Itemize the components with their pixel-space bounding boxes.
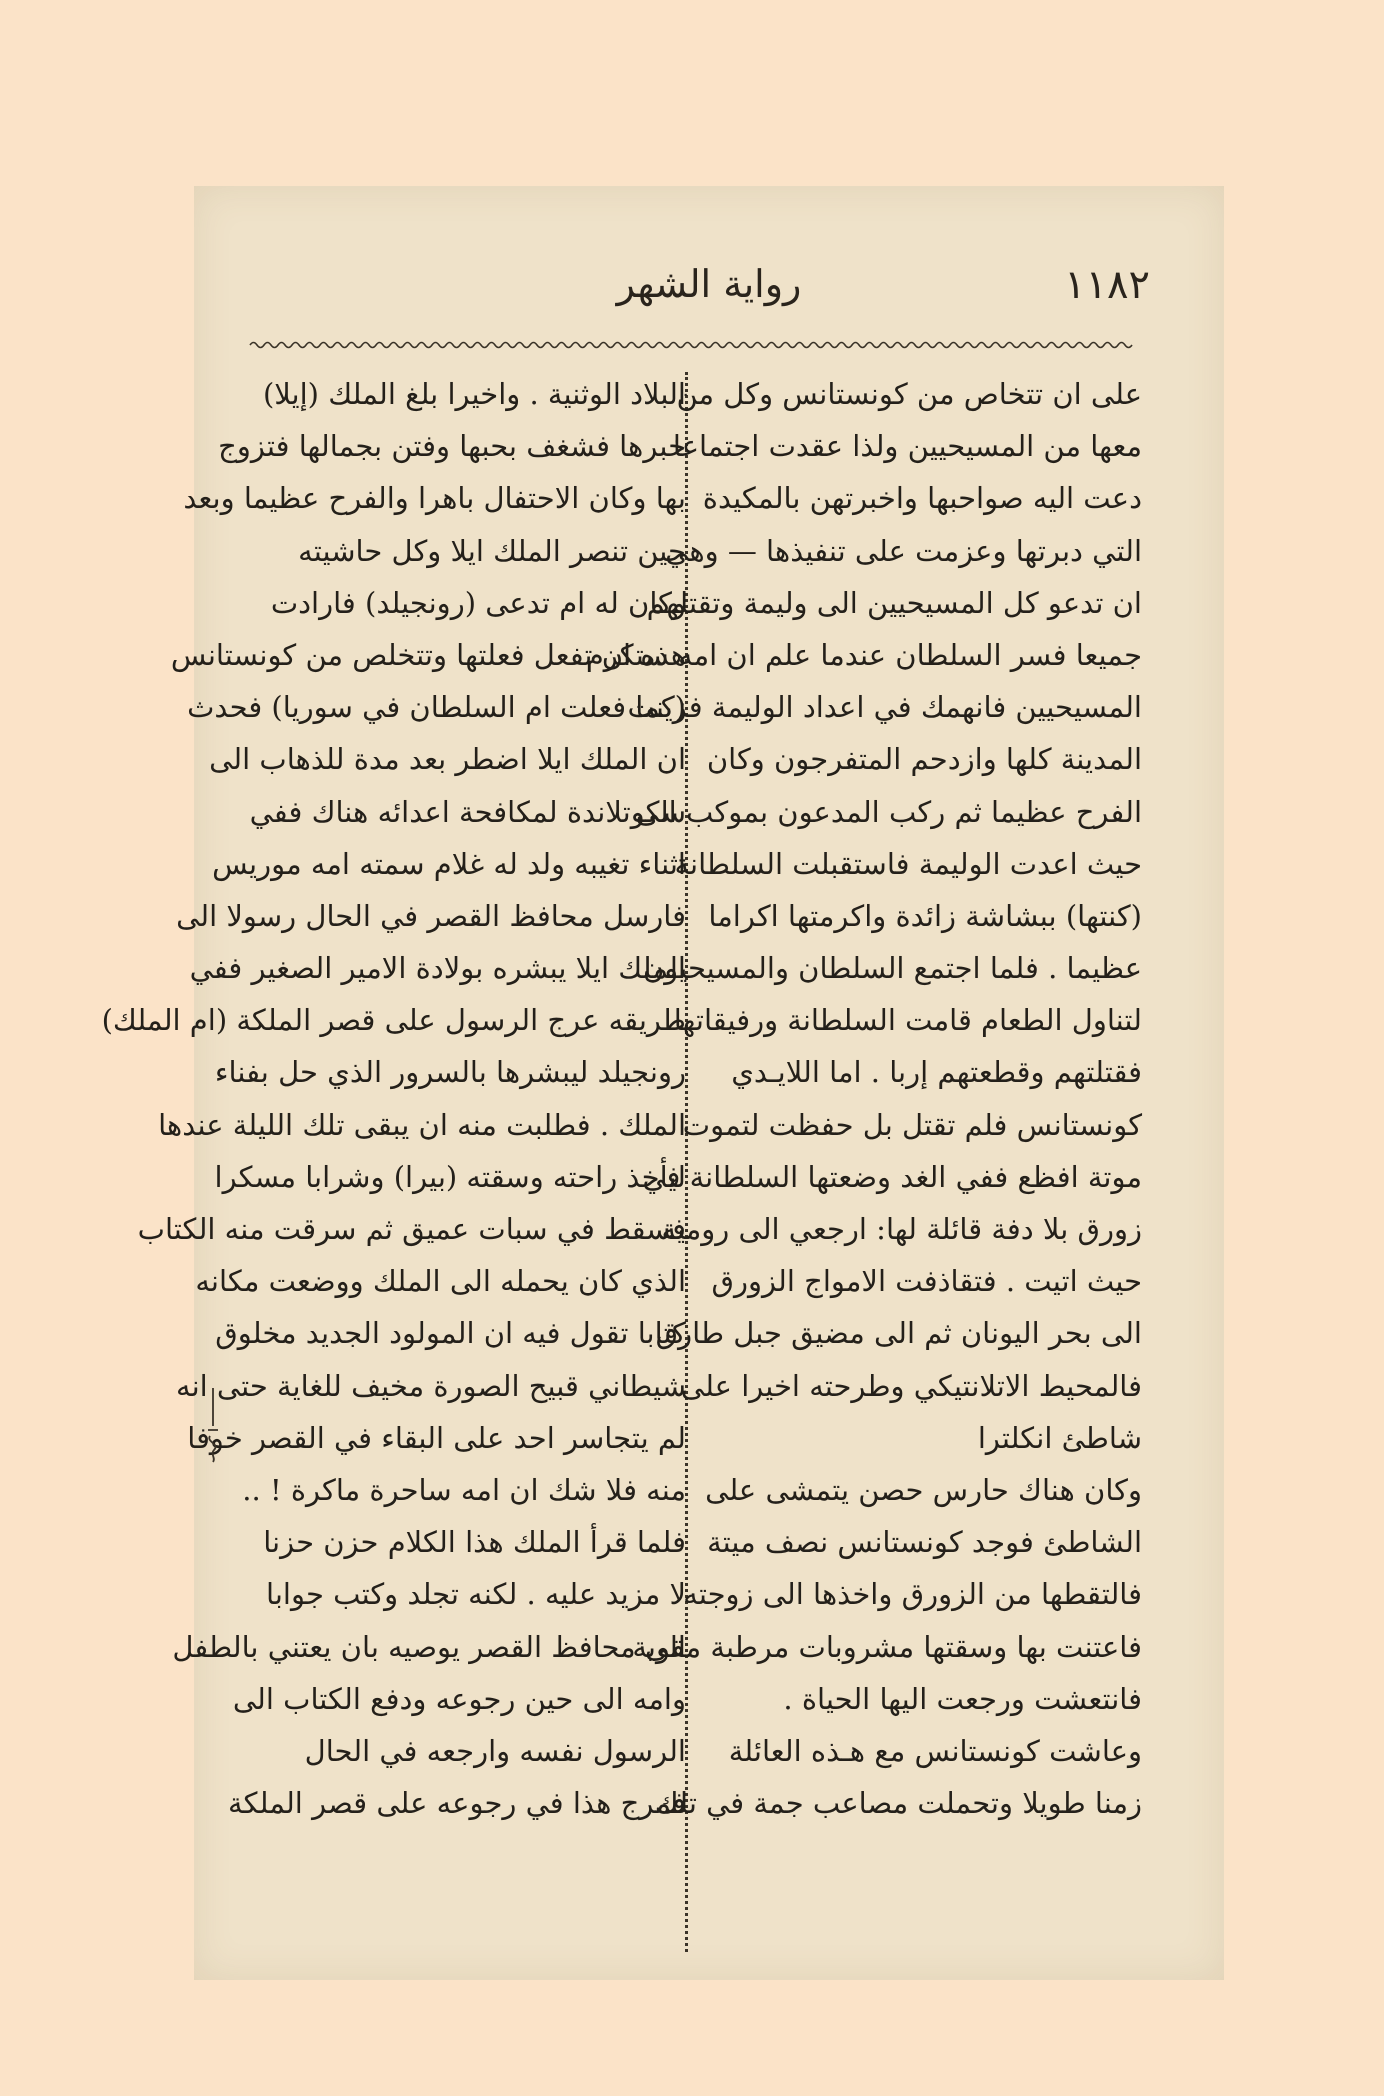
text-line: المدينة كلها وازدحم المتفرجون وكان <box>706 742 1142 777</box>
text-line: على ان تتخاص من كونستانس وكل من <box>676 377 1142 411</box>
text-line: بها وكان الاحتفال باهرا والفرح عظيما وبعد <box>183 481 686 516</box>
text-line: فالتقطها من الزورق واخذها الى زوجته <box>683 1577 1142 1612</box>
text-line: فسقط في سبات عميق ثم سرقت منه الكتاب <box>137 1212 686 1246</box>
text-line: موتة افظع ففي الغد وضعتها السلطانة في <box>642 1159 1142 1194</box>
text-line: هذه ان تفعل فعلتها وتتخلص من كونستانس <box>170 637 686 672</box>
text-line: (كنتها) ببشاشة زائدة واكرمتها اكراما <box>708 898 1142 933</box>
wavy-rule <box>250 338 1132 352</box>
text-line: سكوتلاندة لمكافحة اعدائه هناك ففي <box>249 794 686 829</box>
text-line: لتناول الطعام قامت السلطانة ورفيقاتها <box>673 1003 1142 1038</box>
text-line: وكان له ام تدعى (رونجيلد) فارادت <box>270 585 686 620</box>
text-line: ان تدعو كل المسيحيين الى وليمة وتقتلهم <box>646 585 1142 620</box>
text-line: (كما فعلت ام السلطان في سوريا) فحدث <box>187 690 686 725</box>
text-line: عظيما . فلما اجتمع السلطان والمسيحيون <box>642 951 1142 986</box>
page-header <box>194 262 1224 342</box>
text-line: زمنا طويلا وتحملت مصاعب جمة في تلك <box>654 1786 1142 1821</box>
text-line: التي دبرتها وعزمت على تنفيذها — وهي <box>665 533 1142 568</box>
text-line: حين تنصر الملك ايلا وكل حاشيته <box>298 533 686 568</box>
text-line: شيطاني قبيح الصورة مخيف للغاية حتى انه <box>176 1368 686 1403</box>
text-line: فارسل محافظ القصر في الحال رسولا الى <box>176 898 686 933</box>
left-column <box>101 368 686 1829</box>
text-line: الشاطئ فوجد كونستانس نصف ميتة <box>707 1525 1142 1560</box>
text-line: دعت اليه صواحبها واخبرتهن بالمكيدة <box>702 481 1142 516</box>
text-line: شاطئ انكلترا <box>977 1420 1142 1455</box>
text-line: وعاشت كونستانس مع هـذه العائلة <box>728 1733 1142 1768</box>
text-line: حيث اعدت الوليمة فاستقبلت السلطانة <box>674 846 1142 881</box>
text-line: الرسول نفسه وارجعه في الحال <box>304 1733 686 1768</box>
text-line: كونستانس فلم تقتل بل حفظت لتموت <box>682 1107 1142 1142</box>
text-line: لم يتجاسر احد على البقاء في القصر خوفا <box>187 1420 686 1455</box>
right-column <box>585 368 1142 1829</box>
text-line: جميعا فسر السلطان عندما علم ان امه ستكرم <box>585 637 1142 672</box>
text-line: فمرج هذا في رجوعه على قصر الملكة <box>228 1786 686 1821</box>
text-line: الملك ايلا يبشره بولادة الامير الصغير ففي <box>189 951 686 986</box>
text-line: المسيحيين فانهمك في اعداد الوليمة فزينت <box>627 690 1142 725</box>
text-line: الفرح عظيما ثم ركب المدعون بموكب الى <box>635 794 1142 829</box>
text-line: الى محافظ القصر يوصيه بان يعتني بالطفل <box>172 1629 686 1664</box>
text-line: فالمحيط الاتلانتيكي وطرحته اخيرا على <box>680 1368 1142 1403</box>
text-line: لا مزيد عليه . لكنه تجلد وكتب جوابا <box>266 1577 686 1612</box>
margin-scribble-icon <box>204 1386 222 1464</box>
text-line: فاعتنت بها وسقتها مشروبات مرطبة مقوية <box>632 1629 1142 1664</box>
text-line: البلاد الوثنية . واخيرا بلغ الملك (إيلا) <box>262 377 686 411</box>
text-line: الذي كان يحمله الى الملك ووضعت مكانه <box>195 1264 686 1299</box>
text-line: فقتلتهم وقطعتهم إربا . اما اللايـدي <box>731 1055 1142 1090</box>
text-line: كتابا تقول فيه ان المولود الجديد مخلوق <box>215 1316 686 1351</box>
text-line: الى بحر اليونان ثم الى مضيق جبل طارق <box>655 1316 1142 1351</box>
text-line: طريقه عرج الرسول على قصر الملكة (ام الملك) <box>101 1003 686 1038</box>
page-number: ١١٨٢ <box>1064 262 1150 308</box>
text-line: الملك . فطلبت منه ان يبقى تلك الليلة عندها <box>158 1107 686 1142</box>
text-line: زورق بلا دفة قائلة لها: ارجعي الى رومية <box>661 1212 1142 1246</box>
text-line: وامه الى حين رجوعه ودفع الكتاب الى <box>232 1681 686 1716</box>
text-line: خبرها فشغف بحبها وفتن بجمالها فتزوج <box>218 429 686 464</box>
text-line: وكان هناك حارس حصن يتمشى على <box>705 1472 1142 1507</box>
text-line: رونجيلد ليبشرها بالسرور الذي حل بفناء <box>214 1055 686 1090</box>
text-line: فلما قرأ الملك هذا الكلام حزن حزنا <box>263 1525 686 1560</box>
text-line: فانتعشت ورجعت اليها الحياة . <box>783 1681 1142 1716</box>
text-line: ليأخذ راحته وسقته (بيرا) وشرابا مسكرا <box>214 1159 686 1194</box>
text-line: منه فلا شك ان امه ساحرة ماكرة ! .. <box>242 1472 686 1507</box>
text-line: معها من المسيحيين ولذا عقدت اجتماعا <box>672 429 1142 464</box>
text-line: حيث اتيت . فتقاذفت الامواج الزورق <box>711 1264 1142 1299</box>
running-title: رواية الشهر <box>616 262 802 306</box>
text-line: اثناء تغيبه ولد له غلام سمته امه موريس <box>212 846 686 881</box>
text-line: ان الملك ايلا اضطر بعد مدة للذهاب الى <box>209 742 686 777</box>
